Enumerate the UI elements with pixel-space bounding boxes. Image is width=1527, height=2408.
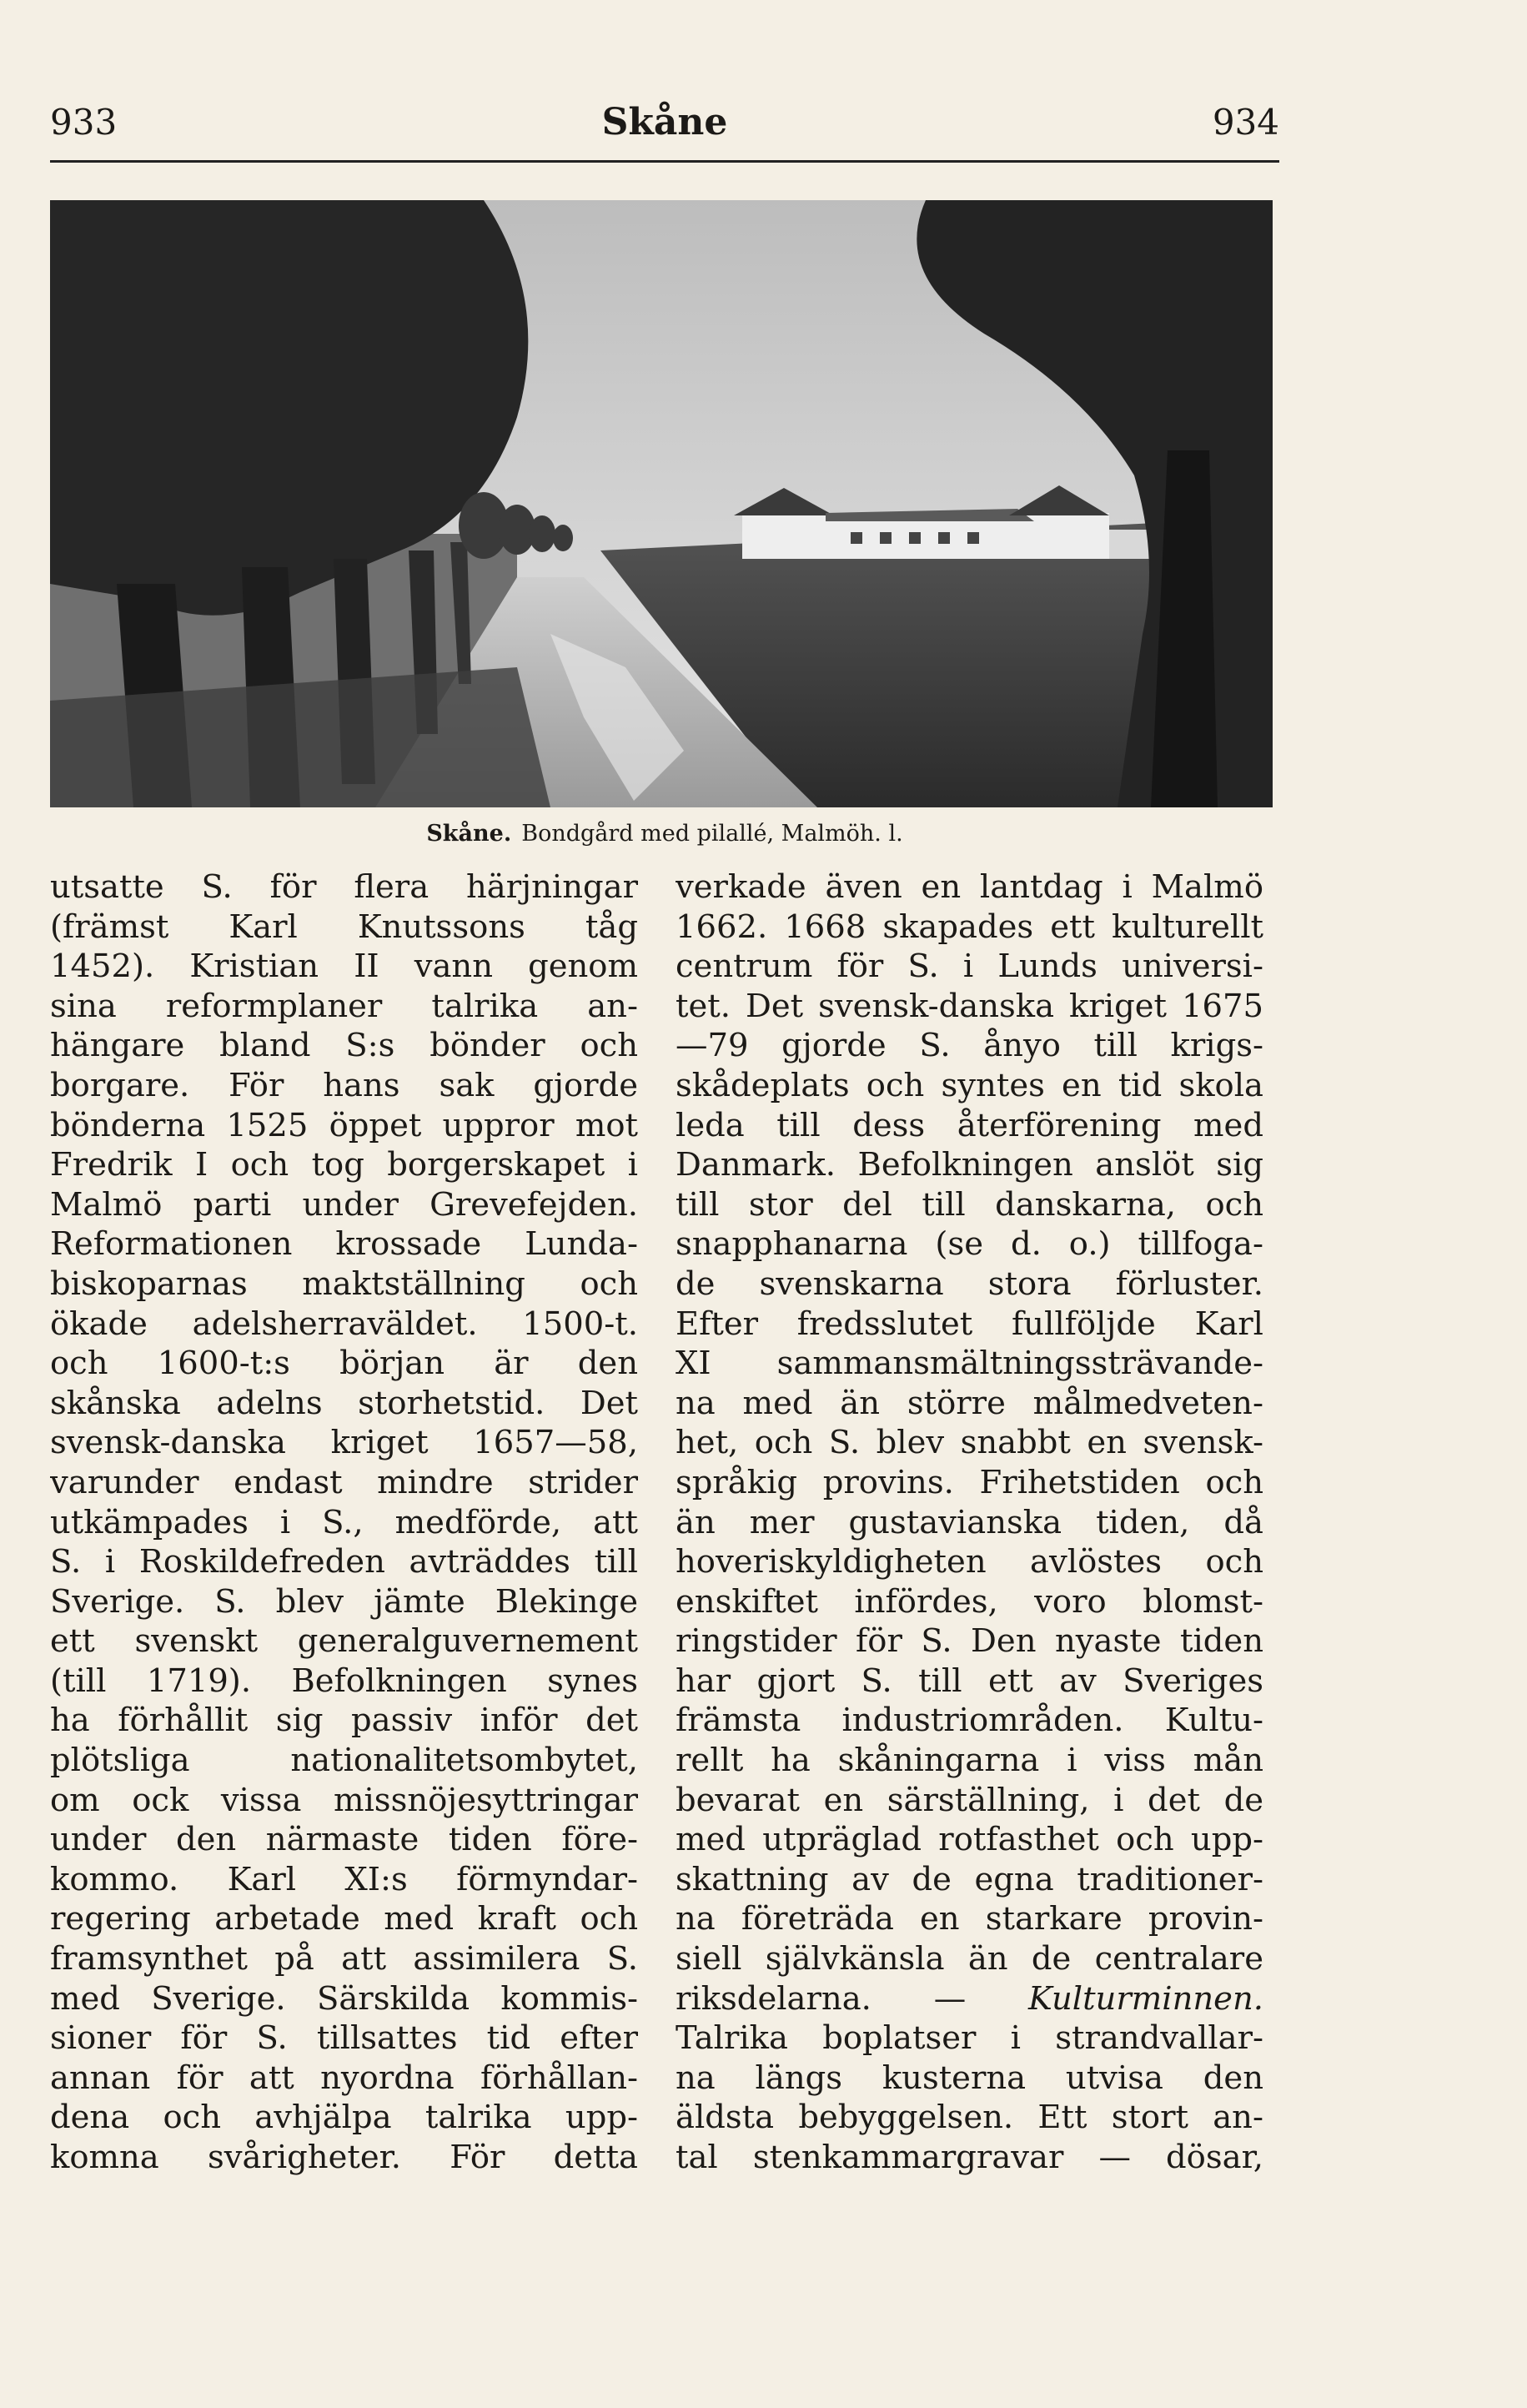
text-line: na längs kusterna utvisa den — [676, 2059, 1263, 2097]
text-line: Fredrik I och tog borgerskapet i — [50, 1146, 638, 1184]
text-line: svensk-danska kriget 1657—58, — [50, 1424, 638, 1462]
text-line: med utpräglad rotfasthet och upp- — [676, 1821, 1263, 1859]
text-line: biskoparnas maktställning och — [50, 1264, 638, 1303]
text-line: utsatte S. för flera härjningar — [50, 868, 638, 906]
text-line: Malmö parti under Grevefejden. — [50, 1185, 638, 1224]
text-line: hängare bland S:s bönder och — [50, 1027, 638, 1065]
text-line: (till 1719). Befolkningen synes — [50, 1661, 638, 1700]
text-line: ökade adelsherraväldet. 1500-t. — [50, 1305, 638, 1343]
left-text-column — [50, 867, 638, 2178]
text-line: borgare. För hans sak gjorde — [50, 1066, 638, 1104]
text-line: plötsliga nationalitetsombytet, — [50, 1742, 638, 1780]
right-page-number: 934 — [1212, 102, 1279, 143]
text-line: na företräda en starkare provin- — [676, 1900, 1263, 1938]
text-line: regering arbetade med kraft och — [50, 1900, 638, 1938]
text-line: utkämpades i S., medförde, att — [50, 1503, 638, 1541]
text-line: bönderna 1525 öppet uppror mot — [50, 1106, 638, 1144]
text-line: än mer gustavianska tiden, då — [676, 1503, 1263, 1541]
text-line: XI sammansmältningssträvande- — [676, 1345, 1263, 1383]
text-line: centrum för S. i Lunds universi- — [676, 948, 1263, 986]
text-line: ha förhållit sig passiv inför det — [50, 1702, 638, 1740]
farm-photo-illustration — [50, 200, 1273, 807]
text-line: S. i Roskildefreden avträddes till — [50, 1543, 638, 1581]
text-line: Danmark. Befolkningen anslöt sig — [676, 1146, 1263, 1184]
text-line: komna svårigheter. För detta — [50, 2139, 638, 2176]
left-page-number: 933 — [50, 102, 118, 143]
text-line: de svenskarna stora förluster. — [676, 1264, 1263, 1303]
italic-heading: Kulturminnen. — [1028, 1979, 1263, 2018]
text-line: 1662. 1668 skapades ett kulturellt — [676, 907, 1263, 946]
text-line: skånska adelns storhetstid. Det — [50, 1384, 638, 1422]
text-line: annan för att nyordna förhållan- — [50, 2059, 638, 2097]
text-line: Sverige. S. blev jämte Blekinge — [50, 1582, 638, 1621]
text-line: sioner för S. tillsattes tid efter — [50, 2019, 638, 2058]
text-line: och 1600-t:s början är den — [50, 1345, 638, 1383]
text-line: varunder endast mindre strider — [50, 1463, 638, 1501]
text-line-with-italic — [676, 1979, 1263, 2019]
text-line: siell självkänsla än de centralare — [676, 1940, 1263, 1978]
text-line: leda till dess återförening med — [676, 1106, 1263, 1144]
text-line: äldsta bebyggelsen. Ett stort an- — [676, 2099, 1263, 2137]
text-line: na med än större målmedveten- — [676, 1384, 1263, 1422]
text-line: under den närmaste tiden före- — [50, 1821, 638, 1859]
text-line: (främst Karl Knutssons tåg — [50, 907, 638, 946]
farm-photograph — [50, 200, 1273, 807]
text-line: framsynthet på att assimilera S. — [50, 1940, 638, 1978]
text-line: kommo. Karl XI:s förmyndar- — [50, 1860, 638, 1898]
caption-label: Skåne. — [426, 821, 512, 847]
text-line: med Sverige. Särskilda kommis- — [50, 1979, 638, 2018]
text-line: skattning av de egna traditioner- — [676, 1860, 1263, 1898]
text-line: till stor del till danskarna, och — [676, 1185, 1263, 1224]
text-line: 1452). Kristian II vann genom — [50, 948, 638, 986]
text-line: främsta industriområden. Kultu- — [676, 1702, 1263, 1740]
text-line: Talrika boplatser i strandvallar- — [676, 2019, 1263, 2058]
figure-caption — [50, 817, 1279, 851]
text-line: ringstider för S. Den nyaste tiden — [676, 1622, 1263, 1661]
header-rule — [50, 160, 1279, 163]
text-line: snapphanarna (se d. o.) tillfoga- — [676, 1225, 1263, 1264]
text-line: dena och avhjälpa talrika upp- — [50, 2099, 638, 2137]
text-line: tal stenkammargravar — dösar, — [676, 2139, 1263, 2176]
text-line: om ock vissa missnöjesyttringar — [50, 1781, 638, 1819]
text-line: enskiftet infördes, voro blomst- — [676, 1582, 1263, 1621]
page-header — [50, 93, 1279, 152]
text-line: sina reformplaner talrika an- — [50, 987, 638, 1025]
text-line: verkade även en lantdag i Malmö — [676, 868, 1263, 906]
text-line: skådeplats och syntes en tid skola — [676, 1066, 1263, 1104]
text-line: språkig provins. Frihetstiden och — [676, 1463, 1263, 1501]
text-fragment: riksdelarna. — — [676, 1979, 967, 2018]
text-line: har gjort S. till ett av Sveriges — [676, 1661, 1263, 1700]
text-line: het, och S. blev snabbt en svensk- — [676, 1424, 1263, 1462]
text-line: bevarat en särställning, i det de — [676, 1781, 1263, 1819]
caption-text: Bondgård med pilallé, Malmöh. l. — [521, 821, 903, 847]
text-line: tet. Det svensk-danska kriget 1675 — [676, 987, 1263, 1025]
right-text-column — [676, 867, 1263, 2178]
running-title: Skåne — [601, 101, 728, 143]
text-line: ett svenskt generalguvernement — [50, 1622, 638, 1661]
text-line: —79 gjorde S. ånyo till krigs- — [676, 1027, 1263, 1065]
text-line: rellt ha skåningarna i viss mån — [676, 1742, 1263, 1780]
text-line: Efter fredsslutet fullföljde Karl — [676, 1305, 1263, 1343]
text-line: Reformationen krossade Lunda- — [50, 1225, 638, 1264]
text-line: hoveriskyldigheten avlöstes och — [676, 1543, 1263, 1581]
